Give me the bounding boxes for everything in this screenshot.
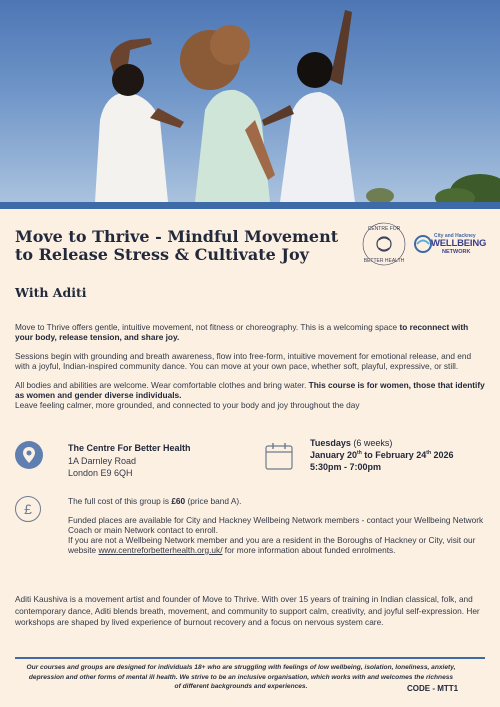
schedule-day: Tuesdays [310, 438, 351, 448]
schedule-dates: January 20th to February 24th 2026 [310, 450, 454, 460]
svg-text:CENTRE FOR: CENTRE FOR [367, 226, 401, 232]
cost-info [68, 496, 488, 564]
intro-paragraph-3: All bodies and abilities are welcome. Wear comfortable clothes and bring water. This course is for women, those that identify as women and gender diverse individuals. Leave feeling calmer, more grounded, and connected to your body and joy throughout the day [15, 380, 485, 410]
facilitator-bio: Aditi Kaushiva is a movement artist and founder of Move to Thrive. With over 15 years of training in Indian classical, folk, and contemporary dance, Aditi blends breath, movement, and community to support calm, creativity, and joyful self-expression. Her workshops are shaped by lived experience of burnout recovery and a focus on nervous system care. [15, 594, 480, 627]
dancers-illustration [0, 0, 500, 202]
venue-line-1: 1A Darnley Road [68, 455, 137, 466]
intro-text [15, 322, 485, 419]
svg-text:£: £ [24, 501, 32, 517]
svg-text:BETTER HEALTH: BETTER HEALTH [363, 258, 405, 264]
wellbeing-network-logo [414, 231, 490, 259]
intro-paragraph-1: Move to Thrive offers gentle, intuitive movement, not fitness or choreography. This is a welcoming space to reconnect with your body, release tension, and share joy. [15, 322, 469, 342]
location-pin-icon [15, 441, 43, 469]
footer-disclaimer: Our courses and groups are designed for individuals 18+ who are struggling with feelings of low wellbeing, isolation, loneliness, anxiety, depression and other forms of mental ill health. We strive to be an inclusive organisation, which works with and welcomes the richness of different backgrounds and experiences. [26, 664, 456, 690]
logo-mid-text: WELLBEING [431, 238, 487, 249]
hero-image [0, 0, 500, 202]
course-code: CODE - MTT1 [407, 684, 459, 693]
page-title: Move to Thrive - Mindful Movement to Release Stress & Cultivate Joy [15, 227, 339, 264]
funded-places-line: Funded places are available for City and Hackney Wellbeing Network members - contact your Wellbeing Network Coach or main Network contact to enroll. If you are not a Wellbeing Network member and you are a resident in the Boroughs of Hackney or City, visit our website www.centreforbetterhealth.org.uk/ for more information about funded enrolments. [68, 515, 484, 555]
wellbeing-swirl-icon [414, 235, 432, 253]
website-link[interactable]: www.centreforbetterhealth.org.uk/ [98, 545, 223, 555]
venue-address [68, 442, 191, 480]
schedule-time: 5:30pm - 7:00pm [310, 462, 382, 472]
calendar-icon [264, 441, 294, 471]
venue-name: The Centre For Better Health [68, 443, 191, 453]
logo-top-text: City and Hackney [434, 233, 476, 239]
cost-line: The full cost of this group is £60 (price band A). [68, 496, 242, 506]
intro-paragraph-2: Sessions begin with grounding and breath awareness, flow into free-form, intuitive movement for emotional release, and end with a joyful, Indian-inspired community dance. You can move at your own pace, whether soft, playful, expressive, or still. [15, 351, 472, 371]
venue-line-2: London E9 6QH [68, 468, 133, 478]
logo-bot-text: NETWORK [442, 249, 471, 255]
centre-for-better-health-logo [362, 222, 406, 266]
facilitator-heading: With Aditi [15, 285, 87, 300]
footer-divider [15, 657, 485, 659]
title-block [15, 228, 360, 264]
schedule: Tuesdays (6 weeks) January 20th to February 24th 2026 5:30pm - 7:00pm [310, 438, 454, 472]
hero-band [0, 202, 500, 209]
pound-sign-icon [15, 496, 41, 522]
